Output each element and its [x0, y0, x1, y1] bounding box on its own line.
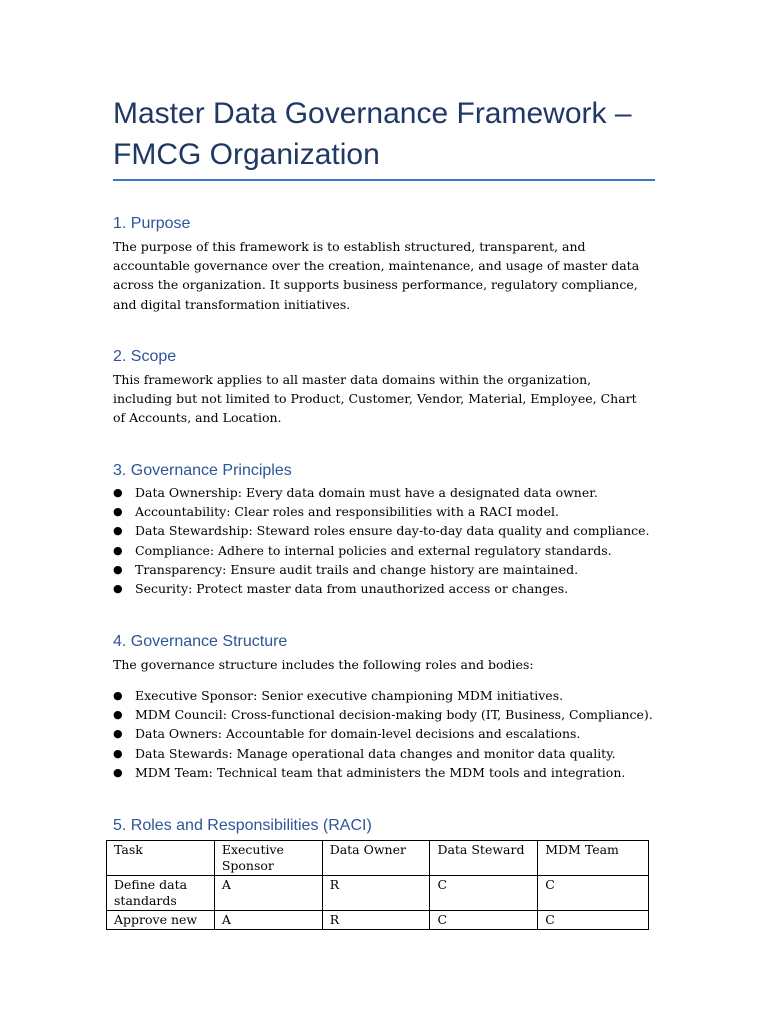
bullet-icon: ● [113, 746, 123, 760]
list-item: ● Data Stewardship: Steward roles ensure day-to-day data quality and compliance. [113, 521, 655, 540]
list-item: ● Compliance: Adhere to internal policies and external regulatory standards. [113, 541, 655, 560]
section-heading-scope: 2. Scope [113, 348, 177, 365]
table-row [107, 911, 649, 930]
list-item: ● Executive Sponsor: Senior executive championing MDM initiatives. [113, 686, 655, 705]
table-cell: A [214, 911, 322, 930]
bullet-icon: ● [113, 582, 123, 596]
bullet-icon: ● [113, 708, 123, 722]
bullet-icon: ● [113, 505, 123, 519]
list-item: ● Accountability: Clear roles and responsibilities with a RACI model. [113, 502, 655, 521]
section-heading-raci: 5. Roles and Responsibilities (RACI) [113, 817, 372, 834]
table-cell: A [214, 876, 322, 911]
table-cell: C [538, 876, 649, 911]
section-heading-structure: 4. Governance Structure [113, 633, 288, 650]
document-title: Master Data Governance Framework – FMCG Organization [113, 97, 632, 171]
section-heading-purpose: 1. Purpose [113, 215, 191, 232]
table-header-cell: MDM Team [538, 841, 649, 876]
table-cell: C [430, 876, 538, 911]
table-cell: R [322, 911, 430, 930]
table-header-cell: Executive Sponsor [214, 841, 322, 876]
bullet-icon: ● [113, 543, 123, 557]
table-header-cell: Task [107, 841, 215, 876]
bullet-icon: ● [113, 765, 123, 779]
principles-list [113, 483, 655, 598]
list-item: ● Security: Protect master data from unauthorized access or changes. [113, 579, 655, 598]
list-item: ● Data Stewards: Manage operational data changes and monitor data quality. [113, 744, 655, 763]
table-header-cell: Data Owner [322, 841, 430, 876]
table-cell: Approve new [107, 911, 215, 930]
bullet-icon: ● [113, 562, 123, 576]
table-cell: Define data standards [107, 876, 215, 911]
bullet-icon: ● [113, 524, 123, 538]
bullet-icon: ● [113, 727, 123, 741]
list-item: ● Transparency: Ensure audit trails and change history are maintained. [113, 560, 655, 579]
table-row [107, 876, 649, 911]
title-underline [113, 179, 655, 181]
purpose-paragraph: The purpose of this framework is to establish structured, transparent, and accountable governance over the creation, maintenance, and usage of master data across the organization. It supports business performance, regulatory compliance, and digital transformation initiatives. [113, 239, 640, 312]
table-header-cell: Data Steward [430, 841, 538, 876]
list-item: ● MDM Council: Cross-functional decision-making body (IT, Business, Compliance). [113, 705, 655, 724]
list-item: ● MDM Team: Technical team that administers the MDM tools and integration. [113, 763, 655, 782]
table-cell: C [538, 911, 649, 930]
table-cell: C [430, 911, 538, 930]
scope-paragraph: This framework applies to all master data domains within the organization, including but not limited to Product, Customer, Vendor, Material, Employee, Chart of Accounts, and Location. [113, 372, 637, 426]
table-cell: R [322, 876, 430, 911]
bullet-icon: ● [113, 486, 123, 499]
structure-paragraph: The governance structure includes the following roles and bodies: [113, 657, 534, 672]
table-header-row [107, 841, 649, 876]
structure-list [113, 686, 655, 782]
list-item: ● Data Owners: Accountable for domain-level decisions and escalations. [113, 724, 655, 743]
raci-table [106, 840, 649, 930]
section-heading-principles: 3. Governance Principles [113, 462, 292, 479]
bullet-icon: ● [113, 689, 123, 702]
list-item: ● Data Ownership: Every data domain must have a designated data owner. [113, 483, 655, 502]
